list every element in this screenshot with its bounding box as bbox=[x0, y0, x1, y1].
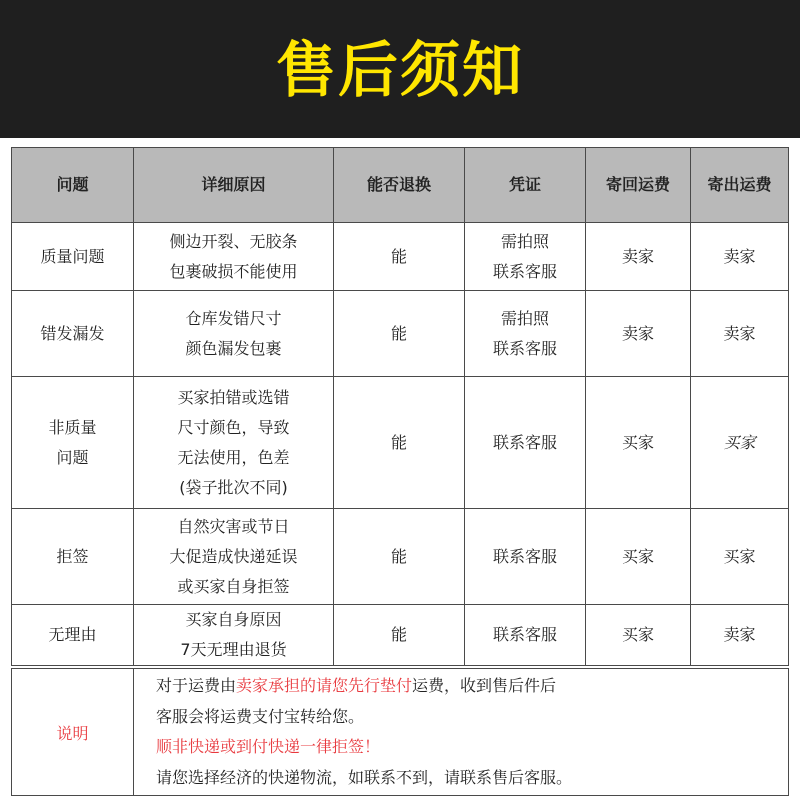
header-send-fee: 寄出运费 bbox=[691, 148, 789, 223]
table-row bbox=[12, 291, 789, 377]
reason-cell: 买家自身原因 7天无理由退货 bbox=[134, 605, 334, 666]
note-line-3: 顺非快递或到付快递一律拒签！ bbox=[156, 737, 381, 756]
note-line-4: 请您选择经济的快递物流，如联系不到，请联系售后客服。 bbox=[156, 767, 573, 787]
send-fee-cell: 卖家 bbox=[691, 291, 789, 377]
table-header-row bbox=[12, 148, 789, 223]
send-fee-cell: 卖家 bbox=[691, 605, 789, 666]
returnable-cell: 能 bbox=[334, 377, 465, 509]
note-body bbox=[134, 669, 789, 796]
returnable-cell: 能 bbox=[334, 509, 465, 605]
header-proof: 凭证 bbox=[465, 148, 586, 223]
return-fee-cell: 买家 bbox=[586, 377, 691, 509]
header-return-fee: 寄回运费 bbox=[586, 148, 691, 223]
after-sales-table bbox=[11, 147, 789, 666]
note-label: 说明 bbox=[12, 669, 134, 796]
issue-cell: 错发漏发 bbox=[12, 291, 134, 377]
proof-cell: 联系客服 bbox=[465, 377, 586, 509]
reason-cell: 仓库发错尺寸 颜色漏发包裹 bbox=[134, 291, 334, 377]
return-fee-cell: 买家 bbox=[586, 605, 691, 666]
note-line-1: 对于运费由卖家承担的请您先行垫付运费，收到售后件后 bbox=[156, 676, 557, 695]
issue-cell: 质量问题 bbox=[12, 223, 134, 291]
header-reason: 详细原因 bbox=[134, 148, 334, 223]
send-fee-cell: 买家 bbox=[691, 509, 789, 605]
returnable-cell: 能 bbox=[334, 223, 465, 291]
reason-cell: 自然灾害或节日 大促造成快递延误 或买家自身拒签 bbox=[134, 509, 334, 605]
returnable-cell: 能 bbox=[334, 605, 465, 666]
proof-cell: 需拍照 联系客服 bbox=[465, 291, 586, 377]
table-row bbox=[12, 605, 789, 666]
page-title: 售后须知 bbox=[276, 36, 524, 106]
return-fee-cell: 买家 bbox=[586, 509, 691, 605]
note-line-2: 客服会将运费支付宝转给您。 bbox=[156, 706, 365, 726]
table-row bbox=[12, 509, 789, 605]
return-fee-cell: 卖家 bbox=[586, 223, 691, 291]
reason-cell: 买家拍错或选错 尺寸颜色，导致 无法使用，色差 (袋子批次不同) bbox=[134, 377, 334, 509]
header-returnable: 能否退换 bbox=[334, 148, 465, 223]
issue-cell: 拒签 bbox=[12, 509, 134, 605]
title-banner bbox=[0, 0, 800, 138]
issue-cell: 非质量 问题 bbox=[12, 377, 134, 509]
table-row bbox=[12, 223, 789, 291]
return-fee-cell: 卖家 bbox=[586, 291, 691, 377]
proof-cell: 联系客服 bbox=[465, 509, 586, 605]
note-box bbox=[11, 668, 789, 796]
issue-cell: 无理由 bbox=[12, 605, 134, 666]
header-issue: 问题 bbox=[12, 148, 134, 223]
send-fee-cell: 买家 bbox=[691, 377, 789, 509]
returnable-cell: 能 bbox=[334, 291, 465, 377]
send-fee-cell: 卖家 bbox=[691, 223, 789, 291]
proof-cell: 需拍照 联系客服 bbox=[465, 223, 586, 291]
reason-cell: 侧边开裂、无胶条 包裹破损不能使用 bbox=[134, 223, 334, 291]
table-row bbox=[12, 377, 789, 509]
proof-cell: 联系客服 bbox=[465, 605, 586, 666]
